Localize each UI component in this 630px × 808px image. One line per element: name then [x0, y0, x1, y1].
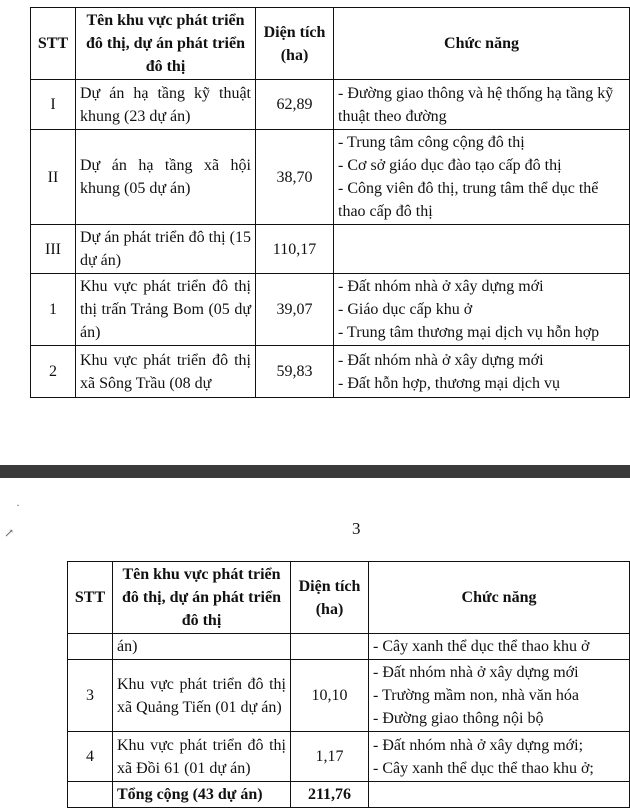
header-name: Tên khu vực phát triển đô thị, dự án phát triển đô thị — [76, 8, 256, 80]
name-cell: Dự án phát triển đô thị (15 dự án) — [76, 225, 256, 274]
stt-cell: 1 — [31, 274, 76, 346]
total-function-cell — [369, 782, 630, 808]
table-row — [68, 732, 630, 782]
page-number: 3 — [352, 519, 361, 538]
planning-table-page-2 — [67, 561, 630, 808]
total-area: 211,76 — [291, 782, 369, 808]
stt-cell: I — [31, 80, 76, 130]
function-item: - Trường mầm non, nhà văn hóa — [373, 687, 580, 704]
area-cell: 62,89 — [256, 80, 334, 130]
stt-cell: III — [31, 225, 76, 274]
table-row — [31, 346, 630, 398]
table-row — [68, 660, 630, 732]
area-cell: 110,17 — [256, 225, 334, 274]
function-item: - Giáo dục cấp khu ở — [338, 301, 473, 318]
table-row — [31, 225, 630, 274]
name-cell: Dự án hạ tầng xã hội khung (05 dự án) — [76, 130, 256, 225]
stt-cell — [68, 634, 113, 660]
table-row — [31, 130, 630, 225]
function-cell — [334, 80, 630, 130]
header-function: Chức năng — [334, 8, 630, 80]
stt-cell: 3 — [68, 660, 113, 732]
total-row — [68, 782, 630, 808]
name-cell: Dự án hạ tầng kỹ thuật khung (23 dự án) — [76, 80, 256, 130]
function-cell — [369, 732, 630, 782]
function-item: - Đất nhóm nhà ở xây dựng mới — [373, 664, 579, 681]
area-cell: 39,07 — [256, 274, 334, 346]
total-label: Tổng cộng (43 dự án) — [113, 782, 291, 808]
function-item: - Đất hỗn hợp, thương mại dịch vụ — [338, 374, 561, 392]
page-2 — [0, 478, 630, 803]
table-header-row — [68, 562, 630, 634]
function-cell — [334, 130, 630, 225]
table-row — [31, 80, 630, 130]
table-header-row — [31, 8, 630, 80]
table-row — [31, 274, 630, 346]
area-cell: 59,83 — [256, 346, 334, 398]
stt-cell: II — [31, 130, 76, 225]
function-cell — [369, 634, 630, 660]
area-cell: 1,17 — [291, 732, 369, 782]
area-cell — [291, 634, 369, 660]
planning-table-page-1 — [30, 7, 630, 398]
function-item: - Cây xanh thể dục thể thao khu ở — [373, 638, 590, 655]
header-stt: STT — [31, 8, 76, 80]
name-cell: Khu vực phát triển đô thị xã Đồi 61 (01 dự án) — [113, 732, 291, 782]
name-cell: Khu vực phát triển đô thị xã Sông Trầu (08 dự — [76, 346, 256, 398]
scan-dot-mark: · — [16, 498, 20, 512]
function-item: - Trung tâm thương mại dịch vụ hỗn hợp — [338, 324, 600, 341]
function-item: - Đất nhóm nhà ở xây dựng mới — [338, 278, 544, 295]
function-item: - Đường giao thông nội bộ — [373, 710, 544, 727]
header-area: Diện tích (ha) — [291, 562, 369, 634]
page-divider — [0, 465, 630, 478]
header-area: Diện tích (ha) — [256, 8, 334, 80]
header-stt: STT — [68, 562, 113, 634]
table-row — [68, 634, 630, 660]
function-cell — [334, 274, 630, 346]
function-cell — [334, 225, 630, 274]
name-cell: án) — [113, 634, 291, 660]
function-item: - Cây xanh thể dục thể thao khu ở; — [373, 759, 594, 777]
function-cell — [334, 346, 630, 398]
name-cell: Khu vực phát triển đô thị xã Quảng Tiến (01 dự án) — [113, 660, 291, 732]
area-cell: 38,70 — [256, 130, 334, 225]
scan-arrow-mark: ↗ — [4, 526, 15, 540]
function-item: - Đất nhóm nhà ở xây dựng mới; — [373, 736, 584, 754]
total-stt-cell — [68, 782, 113, 808]
function-item: - Công viên đô thị, trung tâm thể dục thể thao cấp đô thị — [338, 180, 599, 220]
function-item: - Đất nhóm nhà ở xây dựng mới — [338, 351, 544, 369]
function-item: - Trung tâm công cộng đô thị — [338, 134, 525, 151]
function-item: - Cơ sở giáo dục đào tạo cấp đô thị — [338, 157, 562, 174]
stt-cell: 2 — [31, 346, 76, 398]
stt-cell: 4 — [68, 732, 113, 782]
name-cell: Khu vực phát triển đô thị thị trấn Trảng Bom (05 dự án) — [76, 274, 256, 346]
header-function: Chức năng — [369, 562, 630, 634]
area-cell: 10,10 — [291, 660, 369, 732]
header-name: Tên khu vực phát triển đô thị, dự án phát triển đô thị — [113, 562, 291, 634]
function-item: - Đường giao thông và hệ thống hạ tầng kỹ thuật theo đường — [338, 84, 614, 125]
function-cell — [369, 660, 630, 732]
